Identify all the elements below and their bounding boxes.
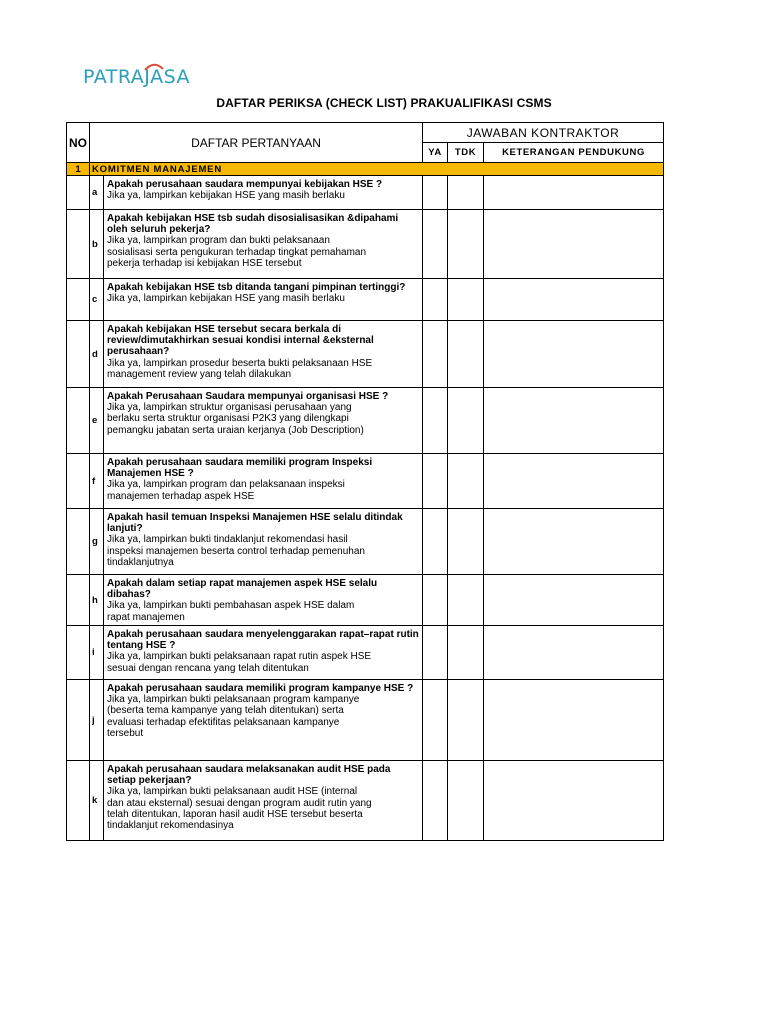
question-row (67, 210, 664, 279)
keterangan-cell[interactable] (484, 680, 664, 761)
question-note: Jika ya, lampirkan bukti tindaklanjut rekomendasi hasil inspeksi manajemen beserta control terhadap pemenuhan tindaklanjutnya (107, 534, 365, 568)
question-text: Apakah dalam setiap rapat manajemen aspek HSE selalu dibahas? (107, 578, 378, 601)
answer-tdk-cell[interactable] (448, 388, 484, 454)
keterangan-cell[interactable] (484, 454, 664, 509)
question-row (67, 176, 664, 210)
question-note: Jika ya, lampirkan program dan bukti pelaksanaan sosialisasi serta pengukuran terhadap tingkat pemahaman pekerja terhadap isi kebijakan HSE tersebut (107, 235, 367, 269)
question-cell (104, 626, 423, 680)
question-text: Apakah Perusahaan Saudara mempunyai organisasi HSE ? (107, 391, 389, 402)
answer-tdk-cell[interactable] (448, 279, 484, 321)
row-no-cell (67, 388, 90, 454)
answer-ya-cell[interactable] (423, 388, 448, 454)
keterangan-cell[interactable] (484, 575, 664, 626)
keterangan-cell[interactable] (484, 761, 664, 841)
question-cell (104, 509, 423, 575)
question-note: Jika ya, lampirkan kebijakan HSE yang masih berlaku (107, 190, 345, 202)
header-jawaban-kontraktor: JAWABAN KONTRAKTOR (423, 123, 664, 143)
logo-text: PATRAJASA (83, 66, 190, 88)
question-text: Apakah perusahaan saudara melaksanakan audit HSE pada setiap pekerjaan? (107, 764, 391, 787)
answer-ya-cell[interactable] (423, 761, 448, 841)
answer-tdk-cell[interactable] (448, 575, 484, 626)
question-text: Apakah perusahaan saudara memiliki program kampanye HSE ? (107, 683, 414, 694)
question-cell (104, 388, 423, 454)
question-row (67, 388, 664, 454)
row-letter: f (90, 454, 104, 509)
question-cell (104, 761, 423, 841)
logo-swoosh-icon (143, 60, 165, 74)
question-row (67, 680, 664, 761)
question-text: Apakah kebijakan HSE tsb sudah disosialisasikan &dipahami oleh seluruh pekerja? (107, 213, 399, 236)
answer-tdk-cell[interactable] (448, 680, 484, 761)
row-no-cell (67, 680, 90, 761)
section-row (67, 163, 664, 176)
answer-tdk-cell[interactable] (448, 321, 484, 388)
row-letter: c (90, 279, 104, 321)
answer-ya-cell[interactable] (423, 210, 448, 279)
row-letter: i (90, 626, 104, 680)
keterangan-cell[interactable] (484, 388, 664, 454)
answer-ya-cell[interactable] (423, 279, 448, 321)
checklist-table (66, 122, 664, 841)
question-cell (104, 176, 423, 210)
answer-tdk-cell[interactable] (448, 509, 484, 575)
section-title: KOMITMEN MANAJEMEN (90, 163, 664, 176)
question-row (67, 321, 664, 388)
row-no-cell (67, 626, 90, 680)
answer-ya-cell[interactable] (423, 680, 448, 761)
question-note: Jika ya, lampirkan prosedur beserta bukti pelaksanaan HSE management review yang telah dilakukan (107, 357, 373, 380)
question-row (67, 279, 664, 321)
row-letter: a (90, 176, 104, 210)
header-keterangan: KETERANGAN PENDUKUNG (484, 143, 664, 163)
section-number: 1 (67, 163, 90, 176)
question-row (67, 509, 664, 575)
row-no-cell (67, 761, 90, 841)
question-row (67, 575, 664, 626)
question-note: Jika ya, lampirkan bukti pembahasan aspek HSE dalam rapat manajemen (107, 600, 355, 623)
row-no-cell (67, 575, 90, 626)
answer-tdk-cell[interactable] (448, 176, 484, 210)
question-row (67, 761, 664, 841)
answer-tdk-cell[interactable] (448, 210, 484, 279)
keterangan-cell[interactable] (484, 321, 664, 388)
answer-tdk-cell[interactable] (448, 454, 484, 509)
answer-ya-cell[interactable] (423, 321, 448, 388)
question-note: Jika ya, lampirkan kebijakan HSE yang masih berlaku (107, 293, 345, 305)
row-letter: j (90, 680, 104, 761)
answer-ya-cell[interactable] (423, 176, 448, 210)
question-text: Apakah kebijakan HSE tersebut secara berkala di review/dimutakhirkan sesuai kondisi internal &eksternal perusahaan? (107, 324, 374, 358)
answer-ya-cell[interactable] (423, 454, 448, 509)
question-text: Apakah perusahaan saudara menyelenggarakan rapat–rapat rutin tentang HSE ? (107, 629, 419, 652)
question-row (67, 454, 664, 509)
answer-ya-cell[interactable] (423, 575, 448, 626)
row-letter: e (90, 388, 104, 454)
question-note: Jika ya, lampirkan bukti pelaksanaan rapat rutin aspek HSE sesuai dengan rencana yang telah ditentukan (107, 651, 372, 674)
question-row (67, 626, 664, 680)
question-note: Jika ya, lampirkan struktur organisasi perusahaan yang berlaku serta struktur organisasi P2K3 yang dilengkapi pemangku jabatan serta uraian kerjanya (Job Description) (107, 402, 364, 436)
question-text: Apakah perusahaan saudara memiliki program Inspeksi Manajemen HSE ? (107, 457, 373, 480)
row-letter: h (90, 575, 104, 626)
patrajasa-logo (83, 66, 190, 88)
question-text: Apakah kebijakan HSE tsb ditanda tangani pimpinan tertinggi? (107, 282, 406, 293)
answer-ya-cell[interactable] (423, 509, 448, 575)
question-cell (104, 321, 423, 388)
keterangan-cell[interactable] (484, 626, 664, 680)
question-cell (104, 210, 423, 279)
keterangan-cell[interactable] (484, 509, 664, 575)
header-no: NO (67, 123, 90, 163)
question-note: Jika ya, lampirkan bukti pelaksanaan audit HSE (internal dan atau eksternal) sesuai dengan program audit rutin yang telah ditentukan, laporan hasil audit HSE tersebut beserta tindaklanjut rekomendasinya (107, 786, 372, 832)
row-no-cell (67, 321, 90, 388)
row-letter: k (90, 761, 104, 841)
keterangan-cell[interactable] (484, 210, 664, 279)
row-no-cell (67, 176, 90, 210)
header-tdk: TDK (448, 143, 484, 163)
row-letter: b (90, 210, 104, 279)
question-text: Apakah hasil temuan Inspeksi Manajemen HSE selalu ditindak lanjuti? (107, 512, 403, 535)
keterangan-cell[interactable] (484, 176, 664, 210)
row-no-cell (67, 454, 90, 509)
row-no-cell (67, 509, 90, 575)
keterangan-cell[interactable] (484, 279, 664, 321)
question-cell (104, 575, 423, 626)
question-text: Apakah perusahaan saudara mempunyai kebijakan HSE ? (107, 179, 383, 190)
question-cell (104, 680, 423, 761)
answer-tdk-cell[interactable] (448, 761, 484, 841)
row-no-cell (67, 210, 90, 279)
question-note: Jika ya, lampirkan program dan pelaksanaan inspeksi manajemen terhadap aspek HSE (107, 479, 345, 502)
answer-tdk-cell[interactable] (448, 626, 484, 680)
question-cell (104, 454, 423, 509)
document-title: DAFTAR PERIKSA (CHECK LIST) PRAKUALIFIKASI CSMS (216, 96, 552, 110)
row-letter: d (90, 321, 104, 388)
answer-ya-cell[interactable] (423, 626, 448, 680)
question-note: Jika ya, lampirkan bukti pelaksanaan program kampanye (beserta tema kampanye yang telah ditentukan) serta evaluasi terhadap efektifitas pelaksanaan kampanye tersebut (107, 694, 360, 739)
row-letter: g (90, 509, 104, 575)
row-no-cell (67, 279, 90, 321)
header-question: DAFTAR PERTANYAAN (90, 123, 423, 163)
question-cell (104, 279, 423, 321)
header-ya: YA (423, 143, 448, 163)
